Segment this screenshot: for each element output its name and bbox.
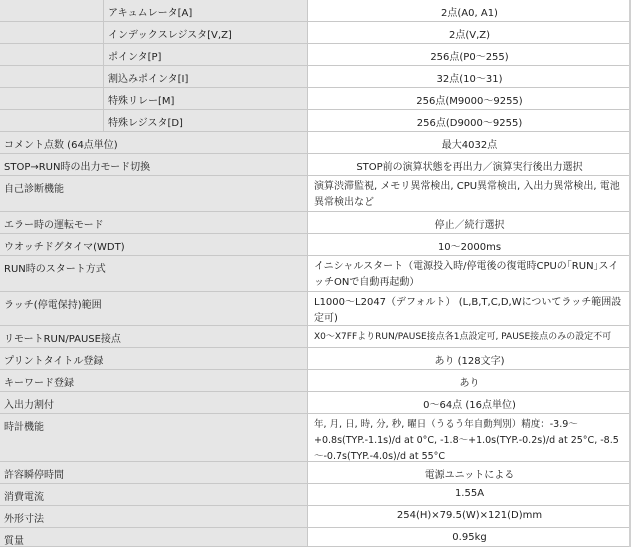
row-value: 254(H)×79.5(W)×121(D)mm [308,506,631,528]
row-label: ウオッチドグタイマ(WDT) [0,234,308,256]
row-value: 電源ユニットによる [308,462,631,484]
table-row [0,348,631,370]
row-value: 年, 月, 日, 時, 分, 秒, 曜日（うるう年自動判別）精度：-3.9～+0.8s(TYP.-1.1s)/d at 0°C, -1.8～+1.0s(TYP.-0.2s)/d at 25°C, -8.5～-0.7s(TYP.-4.0s)/d at 55°C [308,414,631,462]
row-label: 割込みポインタ[I] [104,66,308,88]
table-row [0,234,631,256]
row-value: あり (128文字) [308,348,631,370]
table-row [0,110,631,132]
row-label: インデックスレジスタ[V,Z] [104,22,308,44]
row-label: アキュムレータ[A] [104,0,308,22]
table-row [0,212,631,234]
row-value: STOP前の演算状態を再出力／演算実行後出力選択 [308,154,631,176]
row-stub [0,66,104,88]
row-label: 消費電流 [0,484,308,506]
row-value: イニシャルスタート（電源投入時/停電後の復電時CPUの｢RUN｣スイッチONで自動再起動） [308,256,631,292]
row-stub [0,44,104,66]
row-label: 許容瞬停時間 [0,462,308,484]
row-stub [0,0,104,22]
row-value: 停止／続行選択 [308,212,631,234]
table-row [0,44,631,66]
table-row [0,154,631,176]
row-label: 入出力割付 [0,392,308,414]
row-value: 32点(10～31) [308,66,631,88]
row-stub [0,110,104,132]
row-value: X0～X7FFよりRUN/PAUSE接点各1点設定可, PAUSE接点のみの設定不可 [308,326,631,348]
table-row [0,506,631,528]
row-label: 時計機能 [0,414,308,462]
row-value: 256点(D9000～9255) [308,110,631,132]
row-value: 最大4032点 [308,132,631,154]
table-row [0,528,631,547]
table-row [0,88,631,110]
row-label: RUN時のスタート方式 [0,256,308,292]
row-value: 256点(P0～255) [308,44,631,66]
row-label: コメント点数 (64点単位) [0,132,308,154]
table-row [0,176,631,212]
row-value: L1000～L2047（デフォルト） (L,B,T,C,D,Wについてラッチ範囲設定可) [308,292,631,326]
row-value: 2点(V,Z) [308,22,631,44]
row-label: 自己診断機能 [0,176,308,212]
row-label: リモートRUN/PAUSE接点 [0,326,308,348]
row-stub [0,88,104,110]
table-row [0,256,631,292]
row-label: 質量 [0,528,308,547]
row-value: 2点(A0, A1) [308,0,631,22]
table-row [0,326,631,348]
row-value: あり [308,370,631,392]
table-row [0,414,631,462]
table-row [0,22,631,44]
table-row [0,132,631,154]
row-value: 1.55A [308,484,631,506]
row-label: ラッチ(停電保持)範囲 [0,292,308,326]
row-stub [0,22,104,44]
row-label: プリントタイトル登録 [0,348,308,370]
row-label: キーワード登録 [0,370,308,392]
row-value: 演算渋滞監視, メモリ異常検出, CPU異常検出, 入出力異常検出, 電池異常検出など [308,176,631,212]
table-row [0,66,631,88]
table-row [0,0,631,22]
table-row [0,462,631,484]
row-label: ポインタ[P] [104,44,308,66]
row-value: 10～2000ms [308,234,631,256]
row-label: エラー時の運転モード [0,212,308,234]
table-row [0,292,631,326]
row-value: 0～64点 (16点単位) [308,392,631,414]
row-label: 特殊レジスタ[D] [104,110,308,132]
row-label: 特殊リレー[M] [104,88,308,110]
row-value: 0.95kg [308,528,631,547]
row-label: 外形寸法 [0,506,308,528]
row-label: STOP→RUN時の出力モード切換 [0,154,308,176]
table-row [0,484,631,506]
table-row [0,392,631,414]
row-value: 256点(M9000～9255) [308,88,631,110]
table-row [0,370,631,392]
